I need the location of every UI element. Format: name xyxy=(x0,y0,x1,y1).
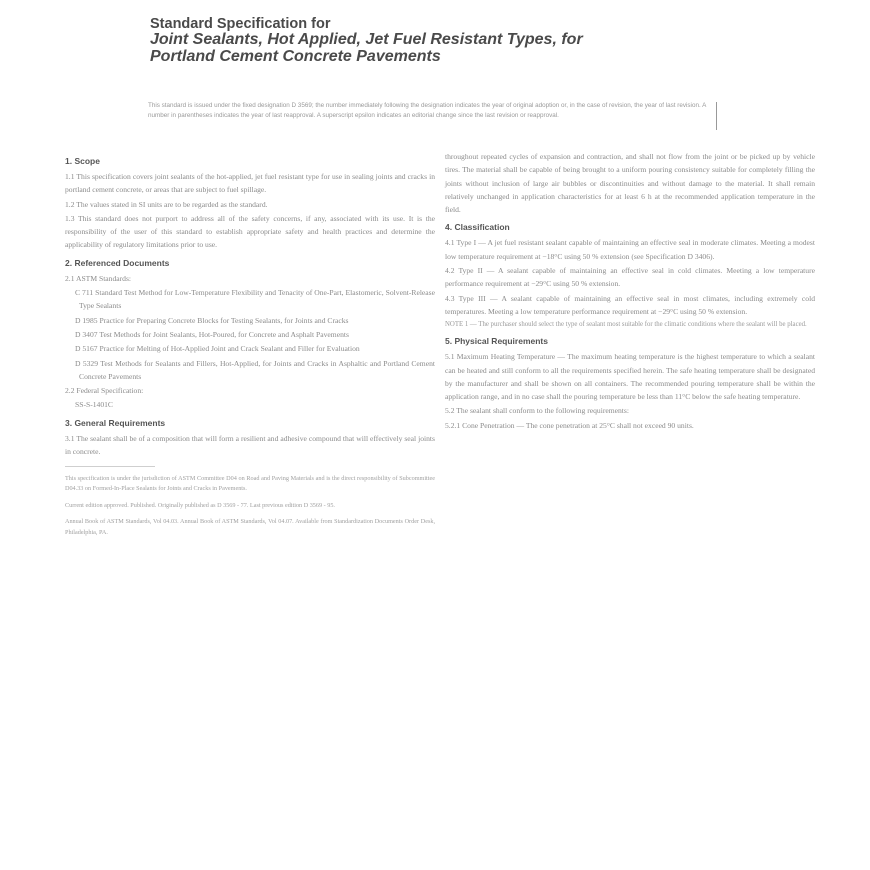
footnote: Current edition approved. Published. Originally published as D 3569 - 77. Last previous edition D 3569 - 95. xyxy=(65,501,335,509)
paragraph: 1.1 This specification covers joint sealants of the hot-applied, jet fuel resistant type for use in sealing joints and cracks in portland cement concrete, or areas that are subject to fuel spillage. xyxy=(65,172,435,195)
paragraph: 4.3 Type III — A sealant capable of maintaining an effective seal in most climates, including extremely cold temperatures. Meeting a low temperature performance requirement at −29°C using 50 % extension. xyxy=(445,293,815,316)
paragraph: 4.2 Type II — A sealant capable of maintaining an effective seal in cold climates. Meeting a low temperature performance requirement at −29°C using 50 % extension. xyxy=(445,266,815,289)
title-block xyxy=(150,16,750,65)
note: NOTE 1 — The purchaser should select the type of sealant most suitable for the climatic conditions where the sealant will be placed. xyxy=(445,321,807,329)
footnote-divider xyxy=(65,466,155,467)
paragraph: 5.2 The sealant shall conform to the following requirements: xyxy=(445,406,629,416)
paragraph: 1.3 This standard does not purport to address all of the safety concerns, if any, associated with its use. It is the responsibility of the user of this standard to establish appropriate safety and health practices and determine the applicability of regulatory limitations prior to use. xyxy=(65,213,435,250)
left-column xyxy=(65,150,435,545)
section-heading-general-requirements: 3. General Requirements xyxy=(65,417,166,428)
designation-notice: This standard is issued under the fixed designation D 3569; the number immediately following the designation indicates the year of original adoption or, in the case of revision, the year of last revision. A number in parentheses indicates the year of last reapproval. A superscript epsilon indicates an editorial change since the last revision or reapproval. xyxy=(148,102,706,119)
reference-item: D 1985 Practice for Preparing Concrete Blocks for Testing Sealants, for Joints and Cracks xyxy=(75,315,349,325)
section-heading-physical-requirements: 5. Physical Requirements xyxy=(445,336,548,347)
reference-item: D 3407 Test Methods for Joint Sealants, Hot-Poured, for Concrete and Asphalt Pavements xyxy=(75,329,349,339)
paragraph: 3.1 The sealant shall be of a composition that will form a resilient and adhesive compound that will effectively seal joints in concrete. xyxy=(65,433,435,457)
paragraph: 1.2 The values stated in SI units are to be regarded as the standard. xyxy=(65,199,268,209)
paragraph: throughout repeated cycles of expansion and contraction, and shall not flow from the joint or be picked up by vehicle tires. The material shall be capable of being brought to a uniform pouring consistency suitable for completely filling the joints without inclusion of large air bubbles or discontinuities and without damage to the material. It shall remain relatively unchanged in application characteristics for at least 6 h at the recommended application temperature in the field. xyxy=(445,152,815,215)
reference-item: D 5167 Practice for Melting of Hot-Applied Joint and Crack Sealant and Filler for Evaluation xyxy=(75,344,360,354)
right-column xyxy=(445,150,815,433)
section-heading-classification: 4. Classification xyxy=(445,222,510,233)
title-line-3: Portland Cement Concrete Pavements xyxy=(150,47,441,65)
title-line-1: Standard Specification for xyxy=(150,16,331,32)
section-heading-referenced-documents: 2. Referenced Documents xyxy=(65,257,170,268)
paragraph: 2.2 Federal Specification: xyxy=(65,386,144,396)
paragraph: 4.1 Type I — A jet fuel resistant sealant capable of maintaining an effective seal in moderate climates. Meeting a modest low temperature requirement at −18°C using 50 % extension (see Specification D 3406). xyxy=(445,238,815,261)
reference-item: SS-S-1401C xyxy=(75,400,113,410)
section-heading-scope: 1. Scope xyxy=(65,156,100,166)
notice-change-bar xyxy=(716,102,717,130)
title-line-2: Joint Sealants, Hot Applied, Jet Fuel Resistant Types, for xyxy=(150,31,583,48)
footnote: Annual Book of ASTM Standards, Vol 04.03. Annual Book of ASTM Standards, Vol 04.07. Available from Standardization Documents Order Desk, Philadelphia, PA. xyxy=(65,518,435,536)
paragraph: 5.1 Maximum Heating Temperature — The maximum heating temperature is the highest temperature to which a sealant can be heated and still conform to all the requirements specified herein. The safe heating temperature shall be designated by the manufacturer and shall be shown on all containers. The recommended pouring temperature shall be within the application range, and in no case shall the pouring temperature be less than 11°C below the safe heating temperature. xyxy=(445,352,815,402)
reference-item: D 5329 Test Methods for Sealants and Fillers, Hot-Applied, for Joints and Cracks in Asphaltic and Portland Cement Concrete Pavements xyxy=(75,358,435,381)
footnote: This specification is under the jurisdiction of ASTM Committee D04 on Road and Paving Materials and is the direct responsibility of Subcommittee D04.33 on Formed-In-Place Sealants for Joints and Cracks in Pavements. xyxy=(65,474,435,493)
paragraph: 5.2.1 Cone Penetration — The cone penetration at 25°C shall not exceed 90 units. xyxy=(445,420,694,430)
paragraph: 2.1 ASTM Standards: xyxy=(65,273,132,283)
reference-item: C 711 Standard Test Method for Low-Temperature Flexibility and Tenacity of One-Part, Elastomeric, Solvent-Release Type Sealants xyxy=(75,288,435,311)
